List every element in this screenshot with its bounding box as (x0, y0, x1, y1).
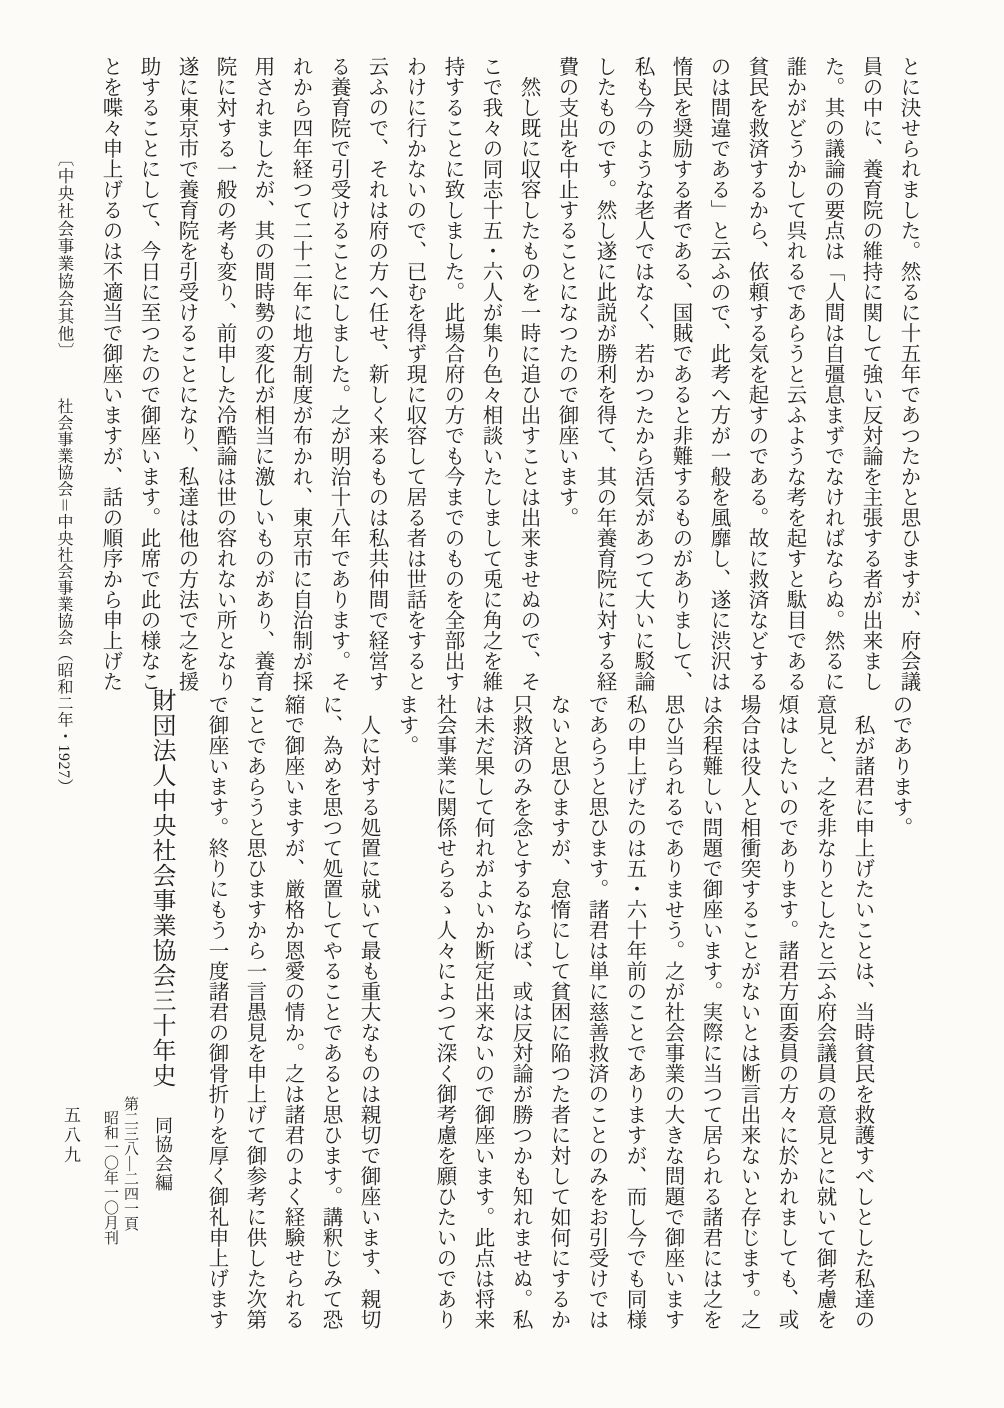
text-column-line: であらうと思ひます。諸君は単に慈善救済のことのみをお引受けでは (585, 694, 607, 1330)
text-column-line: 思ひ当られるでありませう。之が社会事業の大きな問題で御座います (661, 694, 683, 1330)
text-column-line: で御座います。終りにもう一度諸君の御骨折りを厚く御礼申上げます (205, 694, 227, 1330)
text-column-line: こで我々の同志十五・六人が集り色々相談いたしまして兎に角之を維 (479, 56, 501, 692)
text-column-line: れから四年経つて二十二年に地方制度が布かれ、東京市に自治制が採 (289, 56, 311, 692)
text-column-line: 私が諸君に申上げたいことは、当時貧民を救護すべしとした私達の (851, 694, 873, 1330)
text-column-line: 助することにして、今日に至つたので御座います。此席で此の様なこ (137, 56, 159, 692)
text-column-line: とに決せられました。然るに十五年であつたかと思ひますが、府会議 (897, 56, 919, 692)
body-text-block-top (91, 56, 927, 704)
text-column-line: 持することに致しました。此場合府の方でも今までのものを全部出す (441, 56, 463, 692)
text-column-line: 只救済のみを念とするならば、或は反対論が勝つかも知れませぬ。私 (509, 694, 531, 1330)
text-column-line: は未だ果して何れがよいか断定出来ないので御座います。此点は将来 (471, 694, 493, 1330)
citation-title: 財団法人中央社会事業協会三十年史 (148, 688, 174, 1088)
text-column-line: に、為めを思つて処置してやることであると思ひます。講釈じみて恐 (319, 694, 341, 1330)
text-column-line: 縮で御座いますが、厳格か恩愛の情か。之は諸君のよく経験せられる (281, 694, 303, 1330)
text-column-line: た。其の議論の要点は「人間は自彊息まずでなければならぬ。然るに (821, 56, 843, 692)
text-column-line: 云ふので、それは府の方へ任せ、新しく来るものは私共仲間で経営す (365, 56, 387, 692)
text-column-line: 費の支出を中止することになつたので御座います。 (555, 56, 577, 528)
text-column-line: 貧民を救済するから、依頼する気を起すのである。故に救済などする (745, 56, 767, 692)
text-column-line: 誰かがどうかして呉れるであらうと云ふような考を起すと駄目である (783, 56, 805, 692)
text-column-line: わけに行かないので、已むを得ず現に収容して居る者は世話をすると (403, 56, 425, 692)
body-text-block-bottom (197, 694, 919, 1342)
margin-category-label: 〔中央社会事業協会其他〕 (55, 150, 74, 360)
margin-source-label: 社会事業協会＝中央社会事業協会（昭和二年・1927） (55, 398, 72, 796)
text-column-line: したものです。然し遂に此説が勝利を得て、其の年養育院に対する経 (593, 56, 615, 692)
text-column-line: 院に対する一般の考も変り、前申した冷酷論は世の容れない所となり (213, 56, 235, 692)
citation-pages: 第二三八―二四一頁 (122, 1096, 138, 1231)
text-column-line: 場合は役人と相衝突することがないとは断言出来ないと存じます。之 (737, 694, 759, 1330)
text-column-line: ことであらうと思ひますから一言愚見を申上げて御参考に供した次第 (243, 694, 265, 1330)
text-column-line: ないと思ひますが、怠惰にして貧困に陥つた者に対して如何にするか (547, 694, 569, 1330)
citation-publication-date: 昭和一〇年一〇月刊 (102, 1110, 118, 1245)
text-column-line: 人に対する処置に就いて最も重大なものは親切で御座います、親切 (357, 694, 379, 1330)
text-column-line: ます。 (395, 694, 417, 756)
page-number: 五八九 (61, 1106, 80, 1166)
text-column-line: 意見と、之を非なりとしたと云ふ府会議員の意見とに就いて御考慮を (813, 694, 835, 1330)
text-column-line: 私の申上げたのは五・六十年前のことでありますが、而し今でも同様 (623, 694, 645, 1330)
text-column-line: は余程難しい問題で御座います。実際に当つて居られる諸君には之を (699, 694, 721, 1330)
text-column-line: 社会事業に関係せらるゝ人々によつて深く御考慮を願ひたいのであり (433, 694, 455, 1330)
text-column-line: 私も今のような老人ではなく、若かつたから活気があつて大いに駁論 (631, 56, 653, 692)
text-column-line: のであります。 (889, 694, 911, 838)
text-column-line: 員の中に、養育院の維持に関して強い反対論を主張する者が出来まし (859, 56, 881, 692)
citation-editor: 同協会編 (153, 1116, 173, 1192)
text-column-line: る養育院で引受けることにしました。之が明治十八年であります。そ (327, 56, 349, 692)
text-column-line: とを喋々申上げるのは不適当で御座いますが、話の順序から申上げた (99, 56, 121, 692)
text-column-line: 遂に東京市で養育院を引受けることになり、私達は他の方法で之を援 (175, 56, 197, 692)
text-column-line: 然し既に収容したものを一時に追ひ出すことは出来ませぬので、そ (517, 56, 539, 692)
text-column-line: 煩はしたいのであります。諸君方面委員の方々に於かれましても、或 (775, 694, 797, 1330)
text-column-line: のは間違である」と云ふので、此考へ方が一般を風靡し、遂に渋沢は (707, 56, 729, 692)
text-column-line: 用されましたが、其の間時勢の変化が相当に激しいものがあり、養育 (251, 56, 273, 692)
text-column-line: 惰民を奨励する者である、国賊であると非難するものがありまして、 (669, 56, 691, 692)
